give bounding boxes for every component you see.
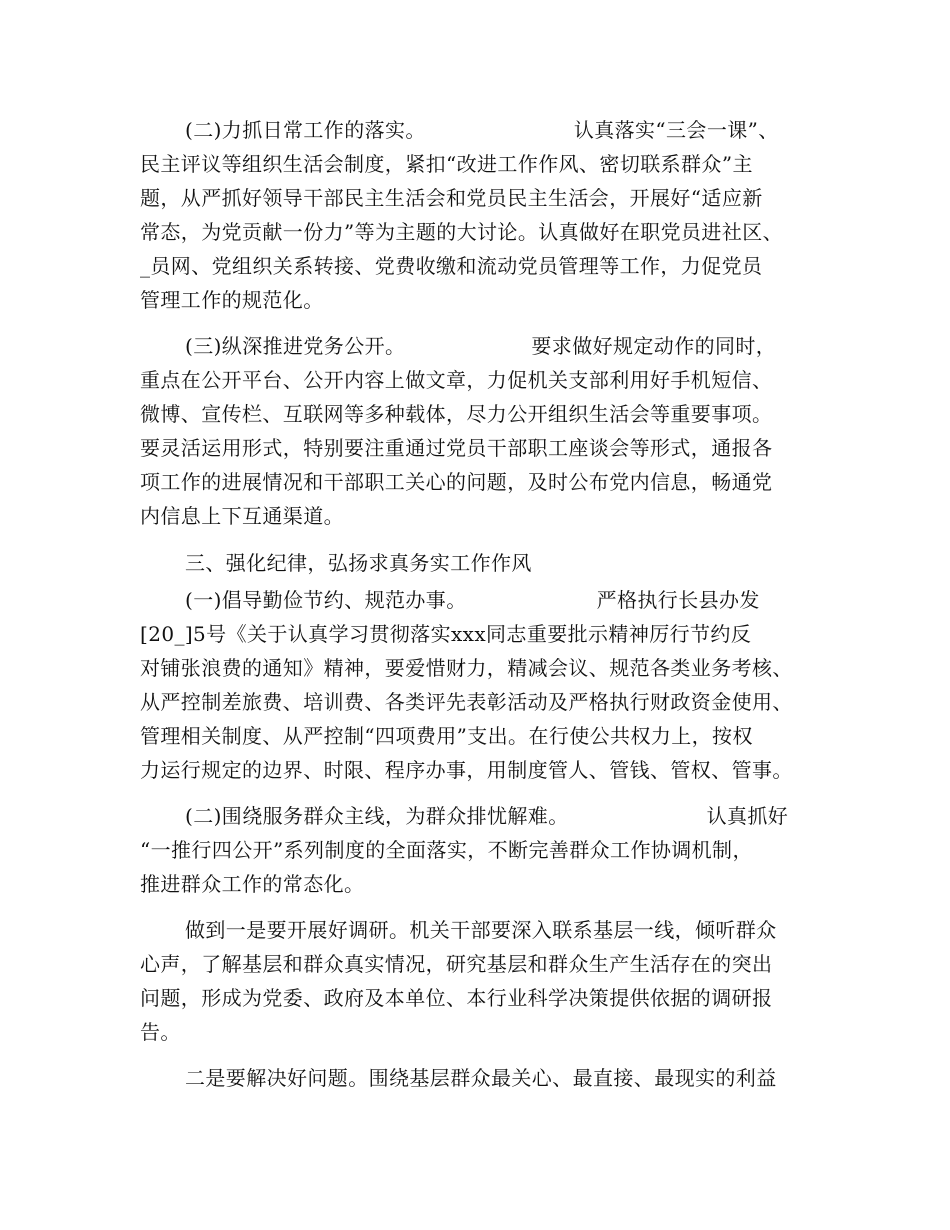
text-line: 对铺张浪费的通知》精神，要爱惜财力，精减会议、规范各类业务考核、 [140,656,793,680]
text-line: 管理相关制度、从严控制“四项费用”支出。在行使公共权力上，按权 [140,724,753,748]
text-line: [20_]5号《关于认真学习贯彻落实xxx同志重要批示精神厉行节约反 [140,622,752,646]
text-line: 从严控制差旅费、培训费、各类评先表彰活动及严格执行财政资金使用、 [140,690,793,714]
text-line: 微博、宣传栏、互联网等多种载体，尽力公开组织生活会等重要事项。 [140,402,773,426]
text-line: 内信息上下互通渠道。 [140,504,344,528]
text-line: “一推行四公开”系列制度的全面落实，不断完善群众工作协调机制， [140,838,753,862]
text-line: 常态，为党贡献一份力”等为主题的大讨论。认真做好在职党员进社区、 [140,220,784,244]
text-line: 做到一是要开展好调研。机关干部要深入联系基层一线，倾听群众 [185,918,777,942]
text-line: 题，从严抓好领导干部民主生活会和党员民主生活会，开展好“适应新 [140,186,763,210]
text-line: 问题，形成为党委、政府及本单位、本行业科学决策提供依据的调研报 [140,986,773,1010]
text-line: 推进群众工作的常态化。 [140,872,365,896]
text-line: (二)力抓日常工作的落实。 认真落实“三会一课”、 [185,118,779,142]
text-line: 要灵活运用形式，特别要注重通过党员干部职工座谈会等形式，通报各 [140,436,773,460]
text-line: 项工作的进展情况和干部职工关心的问题，及时公布党内信息，畅通党 [140,470,773,494]
text-line: 重点在公开平台、公开内容上做文章，力促机关支部利用好手机短信、 [140,368,773,392]
text-line: 民主评议等组织生活会制度，紧扣“改进工作作风、密切联系群众”主 [140,152,753,176]
section-heading: 三、强化纪律，弘扬求真务实工作作风 [185,551,532,575]
text-line: 心声，了解基层和群众真实情况，研究基层和群众生产生活存在的突出 [140,952,773,976]
text-line: 管理工作的规范化。 [140,288,324,312]
text-line: (三)纵深推进党务公开。 要求做好规定动作的同时， [185,334,777,358]
text-line: (一)倡导勤俭节约、规范办事。 严格执行长县办发 [185,588,760,612]
text-line: 力运行规定的边界、时限、程序办事，用制度管人、管钱、管权、管事。 [140,758,793,782]
text-line: _员网、党组织关系转接、党费收缴和流动党员管理等工作，力促党员 [140,254,763,278]
text-line: 二是要解决好问题。围绕基层群众最关心、最直接、最现实的利益 [185,1066,777,1090]
text-line: 告。 [140,1020,181,1044]
text-line: (二)围绕服务群众主线，为群众排忧解难。 认真抓好 [185,804,789,828]
